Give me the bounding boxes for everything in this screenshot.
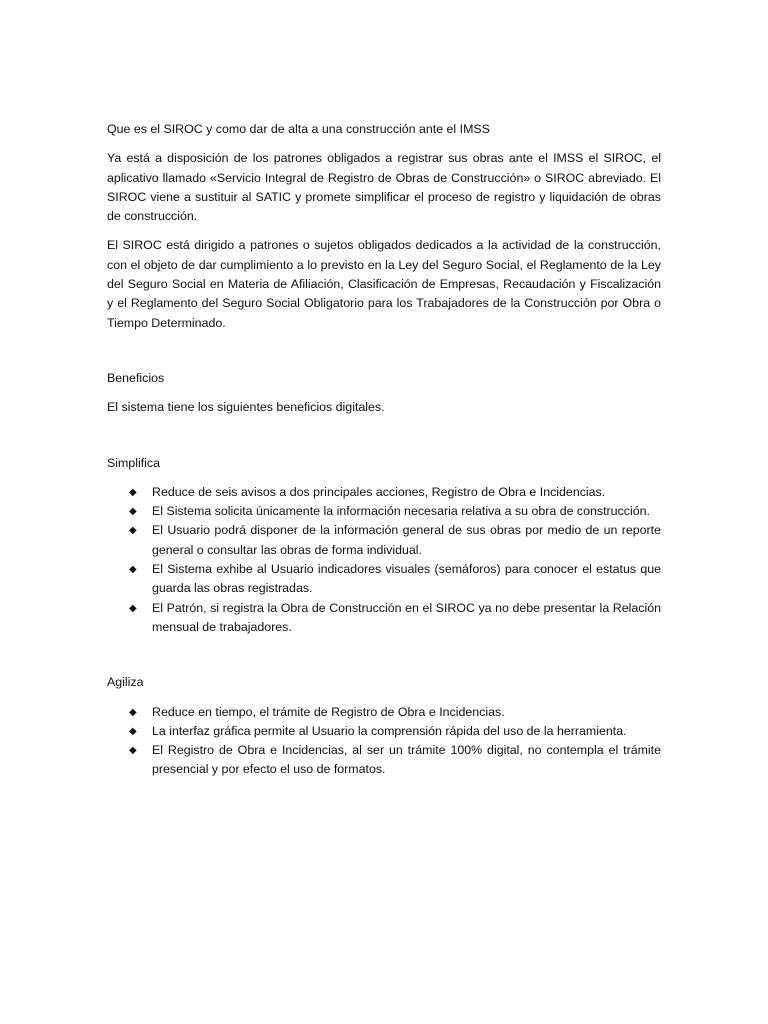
diamond-bullet-icon: ◆ bbox=[129, 506, 137, 518]
list-item-text: El Patrón, si registra la Obra de Construcción en el SIROC ya no debe presentar la Relación mensual de trabajadores. bbox=[152, 600, 661, 634]
list-item bbox=[129, 502, 661, 521]
simplifica-heading: Simplifica bbox=[107, 455, 161, 470]
paragraph-intro: Ya está a disposición de los patrones obligados a registrar sus obras ante el IMSS el SIROC, el aplicativo llamado «Servicio Integral de Registro de Obras de Construcción» o SIROC abreviado. El SIROC viene a sustituir al SATIC y promete simplificar el proceso de registro y liquidación de obras de construcción. bbox=[107, 151, 661, 224]
list-item bbox=[129, 483, 661, 502]
document-title: Que es el SIROC y como dar de alta a una construcción ante el IMSS bbox=[107, 122, 490, 136]
list-item-text: La interfaz gráfica permite al Usuario la comprensión rápida del uso de la herramienta. bbox=[152, 723, 627, 738]
simplifica-list bbox=[107, 483, 661, 637]
list-item bbox=[129, 599, 661, 638]
agiliza-list bbox=[107, 703, 661, 780]
list-item bbox=[129, 521, 661, 560]
list-item-text: El Usuario podrá disponer de la información general de sus obras por medio de un reporte general o consultar las obras de forma individual. bbox=[152, 523, 661, 557]
beneficios-intro: El sistema tiene los siguientes beneficios digitales. bbox=[107, 400, 385, 415]
list-item bbox=[129, 703, 661, 722]
diamond-bullet-icon: ◆ bbox=[129, 525, 137, 537]
paragraph-dirigido: El SIROC está dirigido a patrones o sujetos obligados dedicados a la actividad de la construcción, con el objeto de dar cumplimiento a lo previsto en la Ley del Seguro Social, el Reglamento de la Ley del Seguro Social en Materia de Afiliación, Clasificación de Empresas, Recaudación y Fiscalización y el Reglamento del Seguro Social Obligatorio para los Trabajadores de la Construcción por Obra o Tiempo Determinado. bbox=[107, 238, 661, 330]
list-item-text: Reduce en tiempo, el trámite de Registro de Obra e Incidencias. bbox=[152, 704, 505, 719]
list-item-text: Reduce de seis avisos a dos principales acciones, Registro de Obra e Incidencias. bbox=[152, 484, 606, 499]
beneficios-heading: Beneficios bbox=[107, 370, 165, 385]
list-item bbox=[129, 722, 661, 741]
list-item bbox=[129, 560, 661, 599]
diamond-bullet-icon: ◆ bbox=[129, 602, 137, 614]
diamond-bullet-icon: ◆ bbox=[129, 486, 137, 498]
diamond-bullet-icon: ◆ bbox=[129, 706, 137, 718]
agiliza-heading: Agiliza bbox=[107, 675, 144, 690]
list-item-text: El Sistema solicita únicamente la información necesaria relativa a su obra de construcción. bbox=[152, 504, 650, 519]
diamond-bullet-icon: ◆ bbox=[129, 745, 137, 757]
list-item-text: El Registro de Obra e Incidencias, al ser un trámite 100% digital, no contempla el trámite presencial y por efecto el uso de formatos. bbox=[152, 743, 661, 777]
diamond-bullet-icon: ◆ bbox=[129, 564, 137, 576]
list-item-text: El Sistema exhibe al Usuario indicadores visuales (semáforos) para conocer el estatus que guarda las obras registradas. bbox=[152, 562, 661, 596]
list-item bbox=[129, 741, 661, 780]
diamond-bullet-icon: ◆ bbox=[129, 725, 137, 737]
